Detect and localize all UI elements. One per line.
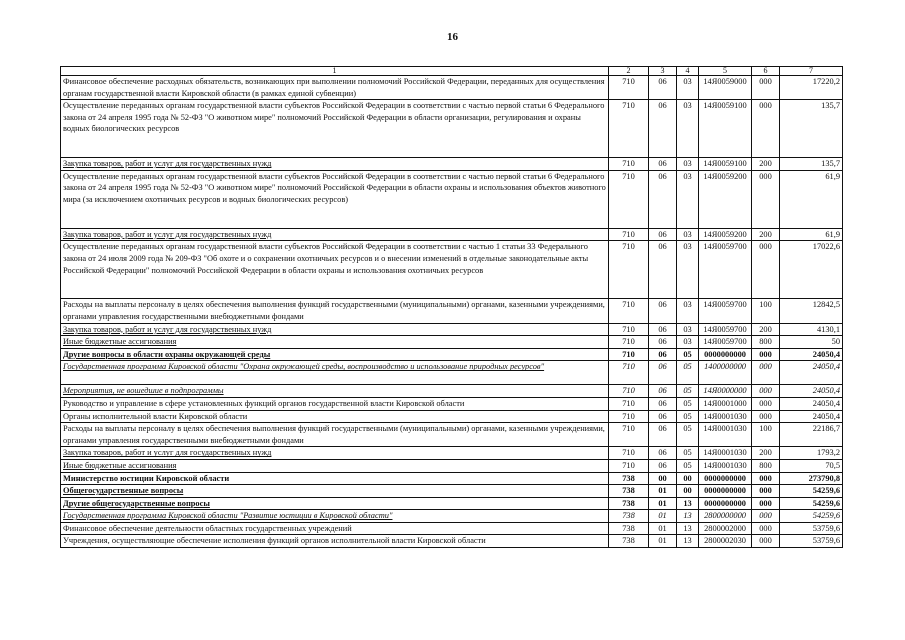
row-section-cell: 06 bbox=[649, 385, 677, 398]
row-ministry-code-cell: 710 bbox=[609, 158, 649, 171]
row-target-article-cell: 14Я0000000 bbox=[699, 385, 752, 398]
row-expense-type-cell: 000 bbox=[752, 510, 780, 523]
row-name-cell: Иные бюджетные ассигнования bbox=[61, 459, 609, 472]
row-amount-cell: 53759,6 bbox=[780, 535, 843, 548]
row-subsection-cell: 05 bbox=[677, 348, 699, 361]
table-row bbox=[61, 410, 843, 423]
table-row bbox=[61, 397, 843, 410]
row-name-cell: Другие вопросы в области охраны окружающей среды bbox=[61, 348, 609, 361]
table-row bbox=[61, 241, 843, 299]
row-name-cell: Иные бюджетные ассигнования bbox=[61, 336, 609, 349]
row-section-cell: 01 bbox=[649, 510, 677, 523]
row-ministry-code-cell: 710 bbox=[609, 170, 649, 228]
row-ministry-code-cell: 738 bbox=[609, 510, 649, 523]
row-expense-type-cell: 000 bbox=[752, 410, 780, 423]
row-target-article-cell: 14Я0059100 bbox=[699, 100, 752, 158]
row-section-cell: 06 bbox=[649, 410, 677, 423]
row-name-cell: Учреждения, осуществляющие обеспечение исполнения функций органов исполнительной власти Кировской области bbox=[61, 535, 609, 548]
row-expense-type-cell: 000 bbox=[752, 472, 780, 485]
row-target-article-cell: 14Я0001030 bbox=[699, 423, 752, 447]
row-name-cell: Министерство юстиции Кировской области bbox=[61, 472, 609, 485]
row-name-cell: Осуществление переданных органам государственной власти субъектов Российской Федерации в соответствии с частью первой статьи 6 Федерального закона от 24 апреля 1995 года № 52-ФЗ "О животном мире" полномочий Российской Федерации в области охраны и использования объектов животного мира (за исключением охотничьих ресурсов и водных биологических ресурсов) bbox=[61, 170, 609, 228]
row-amount-cell: 54259,6 bbox=[780, 485, 843, 498]
table-row bbox=[61, 447, 843, 460]
row-expense-type-cell: 800 bbox=[752, 459, 780, 472]
table-row bbox=[61, 385, 843, 398]
row-section-cell: 06 bbox=[649, 447, 677, 460]
row-expense-type-cell: 000 bbox=[752, 241, 780, 299]
row-name-cell: Закупка товаров, работ и услуг для государственных нужд bbox=[61, 158, 609, 171]
row-subsection-cell: 05 bbox=[677, 385, 699, 398]
row-section-cell: 06 bbox=[649, 228, 677, 241]
row-expense-type-cell: 000 bbox=[752, 535, 780, 548]
row-amount-cell: 22186,7 bbox=[780, 423, 843, 447]
table-row bbox=[61, 228, 843, 241]
row-section-cell: 06 bbox=[649, 348, 677, 361]
row-name-cell: Другие общегосударственные вопросы bbox=[61, 497, 609, 510]
row-subsection-cell: 13 bbox=[677, 497, 699, 510]
row-amount-cell: 4130,1 bbox=[780, 323, 843, 336]
table-row bbox=[61, 497, 843, 510]
row-subsection-cell: 03 bbox=[677, 76, 699, 100]
row-target-article-cell: 2800000000 bbox=[699, 510, 752, 523]
row-subsection-cell: 05 bbox=[677, 397, 699, 410]
row-amount-cell: 54259,6 bbox=[780, 510, 843, 523]
table-row bbox=[61, 472, 843, 485]
row-name-cell: Закупка товаров, работ и услуг для государственных нужд bbox=[61, 323, 609, 336]
row-expense-type-cell: 100 bbox=[752, 423, 780, 447]
row-ministry-code-cell: 710 bbox=[609, 241, 649, 299]
row-target-article-cell: 14Я0059700 bbox=[699, 241, 752, 299]
row-section-cell: 06 bbox=[649, 299, 677, 323]
row-amount-cell: 61,9 bbox=[780, 170, 843, 228]
row-section-cell: 06 bbox=[649, 459, 677, 472]
row-name-cell: Органы исполнительной власти Кировской области bbox=[61, 410, 609, 423]
row-expense-type-cell: 200 bbox=[752, 228, 780, 241]
row-target-article-cell: 14Я0059000 bbox=[699, 76, 752, 100]
row-ministry-code-cell: 710 bbox=[609, 361, 649, 385]
table-body bbox=[61, 76, 843, 548]
row-amount-cell: 17022,6 bbox=[780, 241, 843, 299]
row-section-cell: 01 bbox=[649, 522, 677, 535]
row-subsection-cell: 05 bbox=[677, 423, 699, 447]
row-ministry-code-cell: 738 bbox=[609, 485, 649, 498]
row-amount-cell: 24050,4 bbox=[780, 348, 843, 361]
column-header: 3 bbox=[649, 67, 677, 76]
row-section-cell: 06 bbox=[649, 241, 677, 299]
column-header: 6 bbox=[752, 67, 780, 76]
row-target-article-cell: 0000000000 bbox=[699, 348, 752, 361]
row-amount-cell: 54259,6 bbox=[780, 497, 843, 510]
row-section-cell: 06 bbox=[649, 423, 677, 447]
row-target-article-cell: 14Я0001030 bbox=[699, 459, 752, 472]
row-expense-type-cell: 000 bbox=[752, 385, 780, 398]
row-target-article-cell: 14Я0001030 bbox=[699, 447, 752, 460]
column-header: 2 bbox=[609, 67, 649, 76]
row-name-cell: Общегосударственные вопросы bbox=[61, 485, 609, 498]
column-header: 1 bbox=[61, 67, 609, 76]
table-row bbox=[61, 100, 843, 158]
table-row bbox=[61, 170, 843, 228]
row-expense-type-cell: 000 bbox=[752, 397, 780, 410]
row-section-cell: 06 bbox=[649, 323, 677, 336]
row-section-cell: 06 bbox=[649, 397, 677, 410]
table-row bbox=[61, 510, 843, 523]
row-name-cell: Расходы на выплаты персоналу в целях обеспечения выполнения функций государственными (муниципальными) органами, казенными учреждениями, органами управления государственными внебюджетными фондами bbox=[61, 423, 609, 447]
row-ministry-code-cell: 710 bbox=[609, 410, 649, 423]
row-ministry-code-cell: 710 bbox=[609, 323, 649, 336]
row-amount-cell: 50 bbox=[780, 336, 843, 349]
row-target-article-cell: 14Я0001000 bbox=[699, 397, 752, 410]
row-section-cell: 06 bbox=[649, 336, 677, 349]
row-target-article-cell: 1400000000 bbox=[699, 361, 752, 385]
row-ministry-code-cell: 738 bbox=[609, 522, 649, 535]
row-ministry-code-cell: 710 bbox=[609, 459, 649, 472]
table-row bbox=[61, 348, 843, 361]
row-name-cell: Закупка товаров, работ и услуг для государственных нужд bbox=[61, 447, 609, 460]
table-row bbox=[61, 361, 843, 385]
table-row bbox=[61, 158, 843, 171]
row-ministry-code-cell: 738 bbox=[609, 535, 649, 548]
row-section-cell: 06 bbox=[649, 158, 677, 171]
row-section-cell: 06 bbox=[649, 361, 677, 385]
row-subsection-cell: 03 bbox=[677, 241, 699, 299]
row-subsection-cell: 03 bbox=[677, 228, 699, 241]
table-row bbox=[61, 323, 843, 336]
row-subsection-cell: 00 bbox=[677, 472, 699, 485]
row-expense-type-cell: 200 bbox=[752, 323, 780, 336]
row-ministry-code-cell: 710 bbox=[609, 336, 649, 349]
table-row bbox=[61, 522, 843, 535]
row-target-article-cell: 0000000000 bbox=[699, 497, 752, 510]
column-header: 7 bbox=[780, 67, 843, 76]
row-ministry-code-cell: 710 bbox=[609, 397, 649, 410]
row-subsection-cell: 00 bbox=[677, 485, 699, 498]
row-ministry-code-cell: 710 bbox=[609, 299, 649, 323]
row-name-cell: Финансовое обеспечение деятельности областных государственных учреждений bbox=[61, 522, 609, 535]
row-expense-type-cell: 000 bbox=[752, 485, 780, 498]
row-section-cell: 00 bbox=[649, 472, 677, 485]
row-name-cell: Финансовое обеспечение расходных обязательств, возникающих при выполнении полномочий Российской Федерации, переданных для осуществления органам государственной власти Кировской области (в рамках единой субвенции) bbox=[61, 76, 609, 100]
row-amount-cell: 24050,4 bbox=[780, 397, 843, 410]
page-number: 16 bbox=[447, 31, 458, 43]
row-amount-cell: 53759,6 bbox=[780, 522, 843, 535]
row-expense-type-cell: 000 bbox=[752, 100, 780, 158]
row-target-article-cell: 14Я0001030 bbox=[699, 410, 752, 423]
row-subsection-cell: 03 bbox=[677, 170, 699, 228]
row-expense-type-cell: 000 bbox=[752, 522, 780, 535]
row-target-article-cell: 14Я0059100 bbox=[699, 158, 752, 171]
row-ministry-code-cell: 738 bbox=[609, 472, 649, 485]
row-amount-cell: 135,7 bbox=[780, 100, 843, 158]
table-row bbox=[61, 76, 843, 100]
row-subsection-cell: 03 bbox=[677, 158, 699, 171]
row-subsection-cell: 03 bbox=[677, 100, 699, 158]
row-expense-type-cell: 800 bbox=[752, 336, 780, 349]
table-row bbox=[61, 336, 843, 349]
row-section-cell: 06 bbox=[649, 76, 677, 100]
row-target-article-cell: 2800002030 bbox=[699, 535, 752, 548]
table-header-row bbox=[61, 67, 843, 76]
row-expense-type-cell: 000 bbox=[752, 497, 780, 510]
row-name-cell: Расходы на выплаты персоналу в целях обеспечения выполнения функций государственными (муниципальными) органами, казенными учреждениями, органами управления государственными внебюджетными фондами bbox=[61, 299, 609, 323]
row-name-cell: Мероприятия, не вошедшие в подпрограммы bbox=[61, 385, 609, 398]
row-subsection-cell: 05 bbox=[677, 361, 699, 385]
row-subsection-cell: 03 bbox=[677, 299, 699, 323]
row-subsection-cell: 13 bbox=[677, 535, 699, 548]
row-ministry-code-cell: 710 bbox=[609, 228, 649, 241]
row-section-cell: 01 bbox=[649, 485, 677, 498]
row-target-article-cell: 14Я0059200 bbox=[699, 170, 752, 228]
column-header: 4 bbox=[677, 67, 699, 76]
row-subsection-cell: 05 bbox=[677, 410, 699, 423]
row-expense-type-cell: 200 bbox=[752, 447, 780, 460]
row-target-article-cell: 2800002000 bbox=[699, 522, 752, 535]
row-amount-cell: 24050,4 bbox=[780, 385, 843, 398]
row-expense-type-cell: 200 bbox=[752, 158, 780, 171]
row-target-article-cell: 14Я0059700 bbox=[699, 299, 752, 323]
row-expense-type-cell: 000 bbox=[752, 348, 780, 361]
row-expense-type-cell: 000 bbox=[752, 361, 780, 385]
row-ministry-code-cell: 738 bbox=[609, 497, 649, 510]
row-target-article-cell: 14Я0059200 bbox=[699, 228, 752, 241]
table-row bbox=[61, 535, 843, 548]
row-expense-type-cell: 000 bbox=[752, 170, 780, 228]
row-amount-cell: 1793,2 bbox=[780, 447, 843, 460]
row-amount-cell: 135,7 bbox=[780, 158, 843, 171]
row-ministry-code-cell: 710 bbox=[609, 348, 649, 361]
row-amount-cell: 24050,4 bbox=[780, 410, 843, 423]
row-name-cell: Государственная программа Кировской области "Развитие юстиции в Кировской области" bbox=[61, 510, 609, 523]
table-row bbox=[61, 423, 843, 447]
row-amount-cell: 12842,5 bbox=[780, 299, 843, 323]
row-ministry-code-cell: 710 bbox=[609, 100, 649, 158]
row-amount-cell: 24050,4 bbox=[780, 361, 843, 385]
row-subsection-cell: 13 bbox=[677, 522, 699, 535]
row-amount-cell: 17220,2 bbox=[780, 76, 843, 100]
budget-table bbox=[60, 66, 843, 548]
row-amount-cell: 61,9 bbox=[780, 228, 843, 241]
table-row bbox=[61, 459, 843, 472]
row-subsection-cell: 05 bbox=[677, 459, 699, 472]
row-ministry-code-cell: 710 bbox=[609, 76, 649, 100]
row-target-article-cell: 0000000000 bbox=[699, 472, 752, 485]
row-section-cell: 01 bbox=[649, 535, 677, 548]
row-ministry-code-cell: 710 bbox=[609, 423, 649, 447]
row-expense-type-cell: 000 bbox=[752, 76, 780, 100]
row-amount-cell: 70,5 bbox=[780, 459, 843, 472]
row-name-cell: Государственная программа Кировской области "Охрана окружающей среды, воспроизводство и использование природных ресурсов" bbox=[61, 361, 609, 385]
row-ministry-code-cell: 710 bbox=[609, 385, 649, 398]
row-name-cell: Осуществление переданных органам государственной власти субъектов Российской Федерации в соответствии с частью первой статьи 6 Федерального закона от 24 апреля 1995 года № 52-ФЗ "О животном мире" полномочий Российской Федерации в области организации, регулирования и охраны водных биологических ресурсов bbox=[61, 100, 609, 158]
row-ministry-code-cell: 710 bbox=[609, 447, 649, 460]
row-target-article-cell: 14Я0059700 bbox=[699, 323, 752, 336]
row-subsection-cell: 03 bbox=[677, 323, 699, 336]
row-section-cell: 01 bbox=[649, 497, 677, 510]
row-expense-type-cell: 100 bbox=[752, 299, 780, 323]
row-name-cell: Закупка товаров, работ и услуг для государственных нужд bbox=[61, 228, 609, 241]
row-section-cell: 06 bbox=[649, 170, 677, 228]
row-target-article-cell: 14Я0059700 bbox=[699, 336, 752, 349]
row-subsection-cell: 05 bbox=[677, 447, 699, 460]
column-header: 5 bbox=[699, 67, 752, 76]
row-subsection-cell: 13 bbox=[677, 510, 699, 523]
table-row bbox=[61, 299, 843, 323]
row-subsection-cell: 03 bbox=[677, 336, 699, 349]
row-target-article-cell: 0000000000 bbox=[699, 485, 752, 498]
row-amount-cell: 273790,8 bbox=[780, 472, 843, 485]
row-name-cell: Руководство и управление в сфере установленных функций органов государственной власти Кировской области bbox=[61, 397, 609, 410]
table-row bbox=[61, 485, 843, 498]
row-name-cell: Осуществление переданных органам государственной власти субъектов Российской Федерации в соответствии с частью 1 статьи 33 Федерального закона от 24 июля 2009 года № 209-ФЗ "Об охоте и о сохранении охотничьих ресурсов и о внесении изменений в отдельные законодательные акты Российской Федерации" полномочий Российской Федерации в области охраны и использования охотничьих ресурсов bbox=[61, 241, 609, 299]
row-section-cell: 06 bbox=[649, 100, 677, 158]
